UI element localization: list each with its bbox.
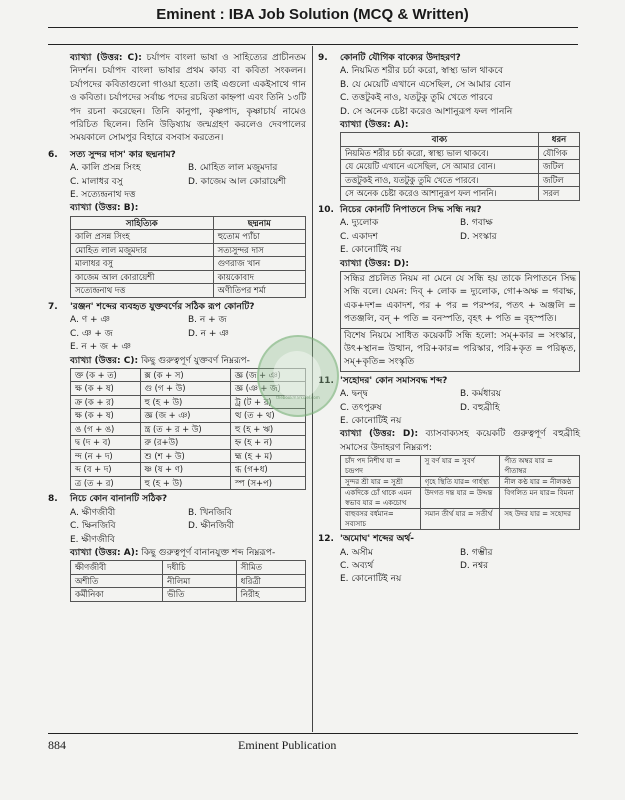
question-7: 7. 'রঞ্জন' শব্দের ব্যবহৃত যুক্তবর্ণের সঠিক রূপ কোনটি? <box>48 301 255 312</box>
page-header: Eminent : IBA Job Solution (MCQ & Written) <box>156 6 469 23</box>
option: A. ণ + ঞ <box>70 315 110 326</box>
question-10: 10. নিচের কোনটি নিপাতনে সিদ্ধ সন্ধি নয়? <box>318 204 482 215</box>
table-row: একদিকে চোঁ থাকে এমন স্বভাব যার = একচোখ উদগত দন্ত যার = উদ্দন্ত বিগলিত মন যার= বিমনা <box>341 488 580 509</box>
question-6: 6. সত্য সুন্দর দাস' কার ছদ্মনাম? <box>48 149 176 160</box>
table-row: ঙ (গ + ঙ) ন্ত্র (ত + র + উ) হু (হ + ঋ) <box>71 422 306 436</box>
option: B. গবাক্ষ <box>460 218 493 229</box>
options-q11 <box>340 388 580 428</box>
table-row: মালাধর বসু গুণরাজ খান <box>71 257 306 271</box>
table-row: চাঁদ পদ নিশীথ যা = চন্দ্রপদ সু বর্ণ যার = সুবর্ণ পীত অম্বর যার = পীতাম্বর <box>341 456 580 477</box>
right-column <box>318 52 580 587</box>
option: E. কোনোটিই নয় <box>340 574 402 585</box>
option: E. ক্ষীণজীবি <box>70 534 115 545</box>
sandhi-rule-text: সন্ধির প্রচলিত নিয়ম না মেনে যে সন্ধি হয় তাকে নিপাতনে সিদ্ধ সন্ধি বলে। যেমন: দিব্ + লোক = দ্যুলোক, গো+অক্ষ = গবাক্ষ, এক+দশ= একাদশ, পর + পর = পরম্পর, পতৎ + অঞ্জলি = পতঞ্জলি, বন্ + পতি = বনস্পতি, বৃহৎ + পতি = বৃহস্পতি। <box>344 273 576 325</box>
bahubrihi-table <box>340 455 580 530</box>
table-row: দ্ব (দ + ব) রু (র+উ) হ্ন (হ + ন) <box>71 436 306 450</box>
table-row: ক্র (ক + র) হু (হ + উ) ট্র (ট + র) <box>71 395 306 409</box>
pseudonym-table: সাহিত্যিক ছদ্মনাম কালি প্রসন্ন সিংহ হুতোম প্যাঁচা মোহিত লাল মজুমদার সত্যসুন্দর দাস মালাধর বসু গুণরাজ খান কাজেম আল কোরায়েশী কায়কোবাদ সত্যেন্দ্রনাথ দত্ত অণীতিপর শর্মা <box>70 216 306 298</box>
option: D. সে অনেক চেষ্টা করেও আশানুরূপ ফল পাননি <box>340 106 513 117</box>
left-column <box>48 52 306 602</box>
option: B. মোহিত লাল মজুমদার <box>188 163 278 174</box>
sandhi-special-text: বিশেষ নিয়মে সাধিত কয়েকটি সন্ধি হলো: সম্+কার = সংস্কার, উৎ+স্থান= উত্থান, পরি+কার= পরিস্কার, পরি+কৃত = পরিষ্কৃত, সম্+কৃতি= সংস্কৃতি <box>341 328 579 370</box>
option: A. কালি প্রসন্ন সিংহ <box>70 163 141 174</box>
question-8: 8. নিচে কোন বানানটি সঠিক? <box>48 494 168 505</box>
explanation-label-q10: ব্যাখ্যা (উত্তর: D): <box>340 258 409 269</box>
option: A. ক্ষীণজীবী <box>70 507 116 518</box>
option: D. বহুব্রীহি <box>460 402 500 413</box>
option: B. যে মেয়েটি এখানে এসেছিল, সে আমার বোন <box>340 79 511 90</box>
table-row: তত্তটুকই নাও, যতটুকু তুমি খেতে পারবে। জটিল <box>341 173 580 187</box>
table-row: সুন্দর শ্রী যার = সুশ্রী গৃহে স্থিতি যার= গার্হস্থ্য নীল কণ্ঠ যার = নীলকণ্ঠ <box>341 477 580 488</box>
option: A. অসীম <box>340 547 374 558</box>
option: A. নিয়মিত শরীর চর্চা করো, স্বাস্থ্য ভাল থাকবে <box>340 66 503 77</box>
options-q10 <box>340 217 580 257</box>
sandhi-explanation-box <box>340 271 580 372</box>
table-row: মোহিত লাল মজুমদার সত্যসুন্দর দাস <box>71 243 306 257</box>
option: D. কাজেম আল কোরায়েশী <box>188 176 287 187</box>
footer-rule <box>48 733 578 734</box>
option: E. কোনোটিই নয় <box>340 416 402 427</box>
option: C. তৎপুরুষ <box>340 402 382 413</box>
table-row: কর্মীনিকা ভীতি নিরীহ <box>71 588 306 602</box>
option: B. খিনজিবি <box>188 507 232 518</box>
sentence-type-table: বাক্য ধরন নিয়মিত শরীর চর্চা করো, স্বাস্থ্য ভাল থাকবে। যৌগিক যে মেয়েটি এখানে এসেছিল, সে আমার বোন। জটিল তত্তটুকই নাও, যতটুকু তুমি খেতে পারবে। জটিল সে অনেক চেষ্টা করেও আশানুরূপ ফল পাননি। সরল <box>340 132 580 201</box>
option: A. দ্যুলোক <box>340 218 379 229</box>
option: C. মালাধর বসু <box>70 176 123 187</box>
explanation-q8: ব্যাখ্যা (উত্তর: A): কিছু গুরুত্বপূর্ণ বানানযুক্ত শব্দ নিম্নরূপ- <box>70 548 276 559</box>
header-rule-lower <box>48 44 578 45</box>
options-q12 <box>340 547 580 587</box>
option: A. দ্বন্দ্ব <box>340 389 368 400</box>
option: C. তত্তটুকই নাও, যতটুকু তুমি খেতে পারবে <box>340 93 493 104</box>
table-row: ক্ত (ক + ত) ক্স (ক + স) জ্ঞ (জ + ঞ) <box>71 368 306 382</box>
option: C. অব্যর্থ <box>340 561 374 572</box>
option: C. একাদশ <box>340 231 378 242</box>
explanation-q11: ব্যাখ্যা (উত্তর: D): ব্যাসবাক্যসহ কয়েকটি গুরুত্বপূর্ণ বহুব্রীহি সমাসের উদাহরণ নিম্নরূপ: <box>340 429 580 453</box>
option: D. সংস্কার <box>460 231 497 242</box>
table-row: অশীতি নীলিমা ধরিত্রী <box>71 574 306 588</box>
table-row: ন্দ (ন + দ) শু (শ + উ) হ্ম (হ + ম) <box>71 449 306 463</box>
table-row: ক্ষ (ক + ষ) গু (গ + উ) জ্ঞ (ঞ + জ) <box>71 382 306 396</box>
explanation-q7: ব্যাখ্যা (উত্তর: C): কিছু গুরুত্বপূর্ণ যুক্তবর্ণ নিম্নরূপ- <box>70 355 250 366</box>
option: D. ক্ষীনজিবী <box>188 521 235 532</box>
option: D. ন + ঞ <box>188 328 229 339</box>
table-row: ব্দ (ব + দ) ষ্ণ (ষ + ণ) গ্ধ (গ+ধ) <box>71 463 306 477</box>
option: E. ন + জ + ঞ <box>70 342 131 353</box>
option: E. সত্যেন্দ্রনাথ দত্ত <box>70 190 136 201</box>
table-row: সত্যেন্দ্রনাথ দত্ত অণীতিপর শর্মা <box>71 284 306 298</box>
question-12: 12. 'অমোঘ' শব্দের অর্থ- <box>318 534 414 545</box>
table-row: যে মেয়েটি এখানে এসেছিল, সে আমার বোন। জটিল <box>341 160 580 174</box>
options-q6 <box>70 162 306 202</box>
option: D. নশ্বর <box>460 561 489 572</box>
spelling-table <box>70 560 306 602</box>
table-row: ত্র (ত + র) হু (হ + উ) স্প (স+প) <box>71 476 306 490</box>
explanation-q5: ব্যাখ্যা (উত্তর: C): চর্যাপদ বাংলা ভাষা ও সাহিত্যের প্রাচীনতম নিদর্শন। চর্যাপদ বাংলা ভাষার প্রথম কাব্য বা কবিতা সংকলন। চর্যাপদের কবিতাগুলো গাওয়া হতো। তাই এগুলো একইসাথে গান ও কবিতা। চর্যাপদের সর্বাচ্চ পদের রচয়িতা কাহ্নপা এবং তিনি ১৩টি পদ রচনা করেছেন। তিনি কানুপা, কৃষ্ণপাদ, কৃষ্ণাচার্য নামেও পরিচিত ছিলেন। তিনি উড়িষ্যায় জন্মগ্রহণ করলেও দেবপালের সময়কালে সোমপুর বিহারে বসবাস করতেন। <box>70 53 306 144</box>
watermark-logo: thebookmarksfel.com <box>257 335 339 417</box>
table-row: কালি প্রসন্ন সিংহ হুতোম প্যাঁচা <box>71 230 306 244</box>
page-number: 884 <box>48 738 66 752</box>
options-q8 <box>70 507 306 547</box>
option: B. ন + জ <box>188 315 227 326</box>
option: C. ক্ষিনজিবি <box>70 521 116 532</box>
publisher-name: Eminent Publication <box>238 738 337 752</box>
option: E. কোনোটিই নয় <box>340 245 402 256</box>
options-q9 <box>340 65 580 119</box>
table-row: ক্ষীণজীবী দধীচি সীমিত <box>71 561 306 575</box>
table-row: কাজেম আল কোরায়েশী কায়কোবাদ <box>71 270 306 284</box>
option: C. ঞ + জ <box>70 328 113 339</box>
option: B. কর্মধারয় <box>460 389 502 400</box>
table-row: সে অনেক চেষ্টা করেও আশানুরূপ ফল পাননি। সরল <box>341 187 580 201</box>
explanation-label-q6: ব্যাখ্যা (উত্তর: B): <box>70 203 139 214</box>
book-icon <box>273 351 321 399</box>
option: B. গম্ভীর <box>460 547 493 558</box>
table-row: বাহুবসর বর্ধমান= সব্যসাচ সমান তীর্থ যার = সতীর্থ সহ উদর যার = সহোদর <box>341 509 580 530</box>
explanation-label-q9: ব্যাখ্যা (উত্তর: A): <box>340 120 409 131</box>
question-9: 9. কোনটি যৌগিক বাক্যের উদাহরণ? <box>318 53 461 63</box>
table-row: ক্ষ (ক + ষ) জ্ঞ (জ + ঞ) ত্থ (ত + থ) <box>71 409 306 423</box>
question-11: 11. 'সহোদর' কোন সমাসবদ্ধ শব্দ? <box>318 375 448 386</box>
header-rule <box>48 27 578 28</box>
table-row: নিয়মিত শরীর চর্চা করো, স্বাস্থ্য ভাল থাকবে। যৌগিক <box>341 146 580 160</box>
